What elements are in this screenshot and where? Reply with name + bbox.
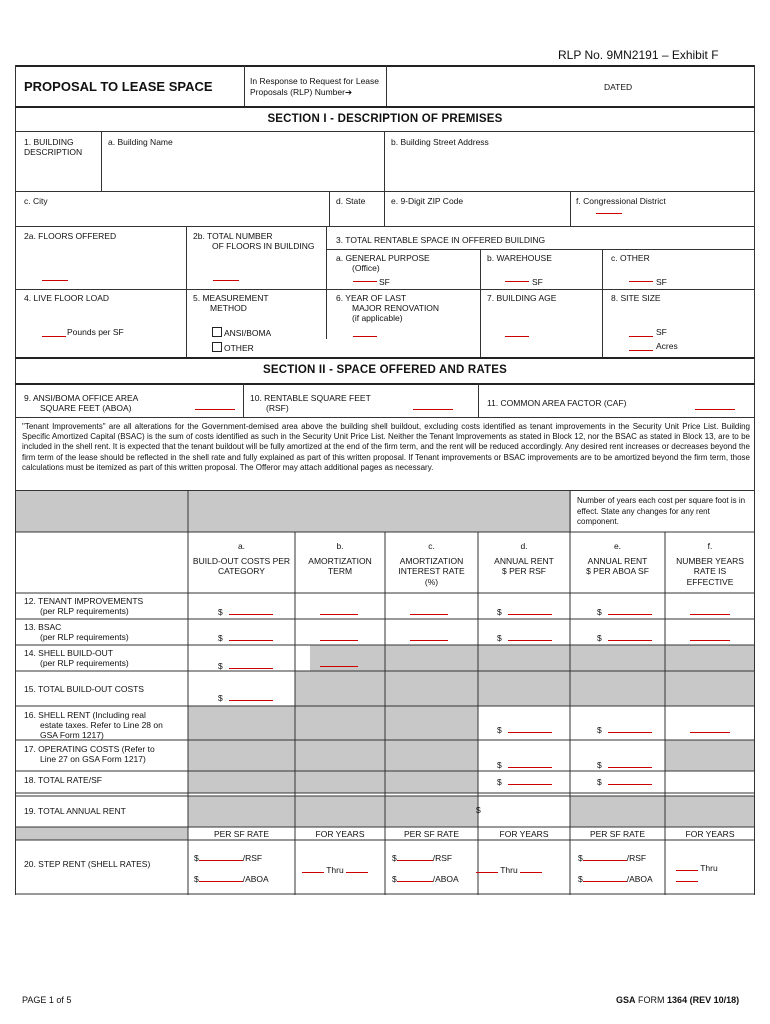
rlp-response-label: In Response to Request for Lease [250, 76, 379, 86]
building-name-input[interactable] [102, 150, 382, 190]
divider [384, 191, 385, 226]
divider [15, 106, 755, 108]
divider [326, 226, 327, 339]
blank-line [690, 640, 730, 641]
thru-label: Thru [500, 865, 518, 875]
divider [754, 65, 755, 490]
field-label: c. OTHER [611, 253, 650, 263]
renovation-year-input[interactable] [353, 336, 377, 337]
row13-rent-aboa-input[interactable] [597, 633, 652, 644]
dollar-sign: $ [218, 693, 223, 703]
unit-label: SF [379, 277, 390, 287]
unit-label: /ABOA [626, 874, 653, 884]
step-col-header: FOR YEARS [315, 829, 365, 839]
field-label: f. Congressional District [576, 196, 666, 206]
divider [386, 65, 387, 107]
caf-input[interactable] [695, 409, 735, 410]
field-label: c. City [24, 196, 48, 206]
unit-label: /RSF [626, 853, 647, 863]
field-label: a. GENERAL PURPOSE [336, 253, 430, 263]
divider [15, 65, 16, 490]
dollar-sign: $ [476, 805, 481, 815]
divider [15, 357, 755, 359]
row12-rent-rsf-input[interactable] [497, 607, 552, 618]
blank-line [608, 767, 652, 768]
divider [480, 289, 481, 357]
rsf-input[interactable] [413, 409, 453, 410]
row12-rent-aboa-input[interactable] [597, 607, 652, 618]
divider [602, 249, 603, 289]
blank-line [508, 732, 552, 733]
dated-label: DATED [604, 82, 633, 92]
row16-years-input[interactable] [690, 725, 730, 736]
field-label: 9. ANSI/BOMA OFFICE AREA [24, 393, 139, 403]
field-label: 7. BUILDING AGE [487, 293, 557, 303]
dollar-sign: $ [194, 853, 199, 863]
divider [15, 131, 755, 132]
years-note: Number of years each cost per square foot is in effect. State any changes for any rent component. [577, 496, 746, 526]
dollar-sign: $ [597, 777, 602, 787]
congressional-district-input[interactable] [596, 213, 622, 214]
field-label: METHOD [210, 303, 247, 313]
total-floors-input[interactable] [213, 280, 239, 281]
field-label: (Office) [352, 263, 380, 273]
divider [15, 289, 755, 290]
row14-term-input[interactable] [320, 659, 358, 670]
row18-rent-aboa-input[interactable] [597, 777, 652, 788]
ansi-boma-checkbox[interactable] [212, 327, 271, 339]
field-label: 6. YEAR OF LAST [336, 293, 407, 303]
dollar-sign: $ [597, 633, 602, 643]
blank-line [608, 732, 652, 733]
checkbox-label: ANSI/BOMA [224, 328, 272, 338]
divider [15, 65, 755, 67]
blank-line [320, 640, 358, 641]
unit-label: SF [656, 277, 667, 287]
divider [384, 131, 385, 191]
column-letter: d. [520, 541, 528, 551]
field-label: b. Building Street Address [391, 137, 489, 147]
dollar-sign: $ [218, 661, 223, 671]
column-header: AMORTIZATION [308, 555, 372, 566]
form-word: FORM [638, 995, 665, 1005]
step-rent-rsf-3[interactable] [578, 853, 646, 864]
column-letter: b. [336, 541, 344, 551]
blank-line [320, 614, 358, 615]
row16-rent-aboa-input[interactable] [597, 725, 652, 736]
divider [15, 226, 755, 227]
column-letter: f. [707, 541, 713, 551]
divider [329, 191, 330, 226]
row-label: estate taxes. Refer to Line 28 on [40, 720, 163, 730]
blank-line [690, 614, 730, 615]
blank-line [229, 640, 273, 641]
row15-total-cost-input[interactable] [218, 693, 273, 704]
field-label: 10. RENTABLE SQUARE FEET [250, 393, 371, 403]
field-label: 8. SITE SIZE [611, 293, 661, 303]
dollar-sign: $ [597, 760, 602, 770]
field-label: 11. COMMON AREA FACTOR (CAF) [487, 398, 627, 408]
step-rent-rsf-2[interactable] [392, 853, 452, 864]
row-label: Line 27 on GSA Form 1217) [40, 754, 146, 764]
step-col-header: FOR YEARS [499, 829, 549, 839]
row-label: 18. TOTAL RATE/SF [24, 775, 102, 785]
blank-line [608, 784, 652, 785]
rlp-number: RLP No. 9MN2191 – Exhibit F [558, 48, 719, 62]
divider [243, 383, 244, 417]
column-header: BUILD-OUT COSTS PER [192, 555, 291, 566]
section-1-title: SECTION I - DESCRIPTION OF PREMISES [267, 113, 503, 125]
column-letter: e. [613, 541, 622, 551]
live-floor-load-input[interactable] [42, 336, 66, 337]
blank-line [410, 614, 448, 615]
field-label: b. WAREHOUSE [487, 253, 552, 263]
step-col-header: PER SF RATE [213, 829, 270, 839]
column-header: TERM [327, 566, 353, 576]
column-header: INTEREST RATE [398, 566, 465, 576]
row13-build-out-cost-input[interactable] [218, 633, 273, 644]
unit-label: SF [532, 277, 543, 287]
other-checkbox[interactable] [212, 342, 254, 354]
row-label: GSA Form 1217) [40, 730, 104, 740]
building-age-input[interactable] [505, 336, 529, 337]
aboa-sf-input[interactable] [195, 409, 235, 410]
form-code: 1364 (REV 10/18) [667, 995, 740, 1005]
step-rent-aboa-2[interactable] [392, 874, 459, 885]
tenant-improvements-notice: "Tenant Improvements" are all alterations for the Government-demised area above the building shell buildout, excluding costs identified as tenant improvements in the Security Unit Price List. Building Specific Amortized Capital (BSAC) is the sum of costs identified as such in the Security Unit Price List. Neither the Tenant Improvements as stated in Block 12, nor the BSAC as stated in Block 13, are to be included in the shell rent. It is expected that the tenant buildout will be fully amortized at the end of the firm term, and the rent will be reduced accordingly. Any desired rent increases or decreases beyond the firm term of the lease should be reflected in the shell rate and fully explained as part of this written proposal. If Tenant improvements or BSAC improvements are to be amortized beyond the firm term, those calculations must be itemized as part of this written proposal. The Offeror may attach additional pages as necessary. [22, 422, 750, 472]
row13-term-input[interactable] [320, 633, 358, 644]
field-label: 3. TOTAL RENTABLE SPACE IN OFFERED BUILDING [336, 235, 546, 245]
divider [15, 383, 755, 385]
blank-line [229, 700, 273, 701]
blank-line [608, 640, 652, 641]
dollar-sign: $ [392, 874, 397, 884]
dollar-sign: $ [497, 607, 502, 617]
row-label: 19. TOTAL ANNUAL RENT [24, 806, 126, 816]
row-label: 17. OPERATING COSTS (Refer to [24, 744, 155, 754]
row12-rate-input[interactable] [410, 607, 448, 618]
site-size-acres-input[interactable] [629, 350, 653, 351]
rlp-response-label: Proposals (RLP) Number➔ [250, 87, 353, 97]
thru-label: Thru [326, 865, 344, 875]
field-label: e. 9-Digit ZIP Code [391, 196, 464, 206]
unit-label: /ABOA [432, 874, 459, 884]
blank-line [508, 784, 552, 785]
row-label: 12. TENANT IMPROVEMENTS [24, 596, 144, 606]
row12-years-input[interactable] [690, 607, 730, 618]
field-label: SQUARE FEET (ABOA) [40, 403, 132, 413]
row16-rent-rsf-input[interactable] [497, 725, 552, 736]
field-label: a. Building Name [108, 137, 173, 147]
blank-line [320, 666, 358, 667]
column-header: $ PER ABOA SF [586, 566, 649, 576]
field-label: 1. BUILDING [24, 137, 74, 147]
row-label: 20. STEP RENT (SHELL RATES) [24, 859, 151, 869]
unit-label: /RSF [242, 853, 263, 863]
column-header: (%) [424, 576, 439, 587]
form-number [616, 995, 739, 1006]
dollar-sign: $ [578, 874, 583, 884]
street-address-input[interactable] [386, 150, 752, 190]
unit-label: /ABOA [242, 874, 269, 884]
row-label: 16. SHELL RENT (Including real [24, 710, 146, 720]
row-label: (per RLP requirements) [40, 606, 129, 616]
unit-label: SF [656, 327, 667, 337]
row13-rent-rsf-input[interactable] [497, 633, 552, 644]
column-header: NUMBER YEARS [676, 555, 744, 566]
field-label: MAJOR RENOVATION [352, 303, 440, 313]
dollar-sign: $ [597, 607, 602, 617]
dollar-sign: $ [392, 853, 397, 863]
divider [244, 65, 245, 107]
dollar-sign: $ [497, 633, 502, 643]
warehouse-sf-input[interactable] [505, 281, 529, 282]
field-label: 2b. TOTAL NUMBER [193, 231, 273, 241]
dollar-sign: $ [497, 725, 502, 735]
site-size-sf-input[interactable] [629, 336, 653, 337]
row14-build-out-cost-input[interactable] [218, 661, 273, 672]
blank-line [608, 614, 652, 615]
field-label: (RSF) [266, 403, 289, 413]
row-label: 15. TOTAL BUILD-OUT COSTS [24, 684, 144, 694]
row-label: 14. SHELL BUILD-OUT [24, 648, 113, 658]
divider [478, 383, 479, 417]
dollar-sign: $ [578, 853, 583, 863]
blank-line [229, 614, 273, 615]
field-label: (if applicable) [352, 313, 403, 323]
column-header: RATE IS [693, 566, 727, 576]
dollar-sign: $ [194, 874, 199, 884]
step-rent-rsf-1[interactable] [194, 853, 262, 864]
field-label: DESCRIPTION [24, 147, 83, 157]
step-years-3[interactable] [676, 863, 718, 874]
column-header: $ PER RSF [502, 566, 546, 576]
blank-line [410, 640, 448, 641]
column-letter: a. [237, 541, 246, 551]
dollar-sign: $ [597, 725, 602, 735]
general-purpose-sf-input[interactable] [353, 281, 377, 282]
step-years-2[interactable] [476, 865, 542, 876]
divider [186, 289, 187, 357]
row13-years-input[interactable] [690, 633, 730, 644]
divider [570, 191, 571, 226]
column-letter: c. [428, 541, 435, 551]
divider [15, 490, 16, 895]
divider [15, 417, 755, 418]
unit-label: Pounds per SF [67, 327, 124, 337]
other-sf-input[interactable] [629, 281, 653, 282]
column-header: AMORTIZATION [399, 555, 464, 566]
column-header: ANNUAL RENT [494, 555, 554, 566]
divider [15, 191, 755, 192]
blank-line [508, 640, 552, 641]
floors-offered-input[interactable] [42, 280, 68, 281]
blank-line [690, 732, 730, 733]
blank-line [508, 614, 552, 615]
row18-rent-rsf-input[interactable] [497, 777, 552, 788]
row19-total-annual-rent-input[interactable] [476, 805, 487, 816]
page-number: PAGE 1 of 5 [22, 995, 72, 1005]
unit-label: /RSF [432, 853, 453, 863]
blank-line [229, 668, 273, 669]
step-col-header: PER SF RATE [589, 829, 646, 839]
dollar-sign: $ [218, 607, 223, 617]
step-years-3-end[interactable] [676, 874, 698, 885]
divider [602, 289, 603, 357]
thru-label: Thru [700, 863, 718, 873]
field-label: 4. LIVE FLOOR LOAD [24, 293, 110, 303]
column-header: ANNUAL RENT [587, 555, 648, 566]
step-rent-aboa-1[interactable] [194, 874, 269, 885]
step-years-1[interactable] [302, 865, 368, 876]
row12-term-input[interactable] [320, 607, 358, 618]
unit-label: Acres [656, 341, 678, 351]
dollar-sign: $ [497, 760, 502, 770]
row-label: (per RLP requirements) [40, 632, 129, 642]
step-col-header: FOR YEARS [685, 829, 735, 839]
dollar-sign: $ [218, 633, 223, 643]
row13-rate-input[interactable] [410, 633, 448, 644]
divider [480, 249, 481, 289]
field-label: OF FLOORS IN BUILDING [212, 241, 315, 251]
divider [186, 226, 187, 289]
field-label: 5. MEASUREMENT [193, 293, 269, 303]
checkbox-label: OTHER [224, 343, 254, 353]
divider [326, 249, 755, 250]
row12-build-out-cost-input[interactable] [218, 607, 273, 618]
column-header: CATEGORY [218, 566, 265, 576]
column-header: EFFECTIVE [686, 576, 734, 587]
row-label: (per RLP requirements) [40, 658, 129, 668]
row-label: 13. BSAC [24, 622, 62, 632]
field-label: 2a. FLOORS OFFERED [24, 231, 117, 241]
blank-line [508, 767, 552, 768]
form-agency: GSA [616, 995, 636, 1005]
field-label: d. State [336, 196, 366, 206]
dollar-sign: $ [497, 777, 502, 787]
row17-rent-aboa-input[interactable] [597, 760, 652, 771]
form-title: PROPOSAL TO LEASE SPACE [24, 79, 213, 94]
row17-rent-rsf-input[interactable] [497, 760, 552, 771]
step-rent-aboa-3[interactable] [578, 874, 653, 885]
step-col-header: PER SF RATE [403, 829, 460, 839]
section-2-title: SECTION II - SPACE OFFERED AND RATES [262, 364, 508, 376]
